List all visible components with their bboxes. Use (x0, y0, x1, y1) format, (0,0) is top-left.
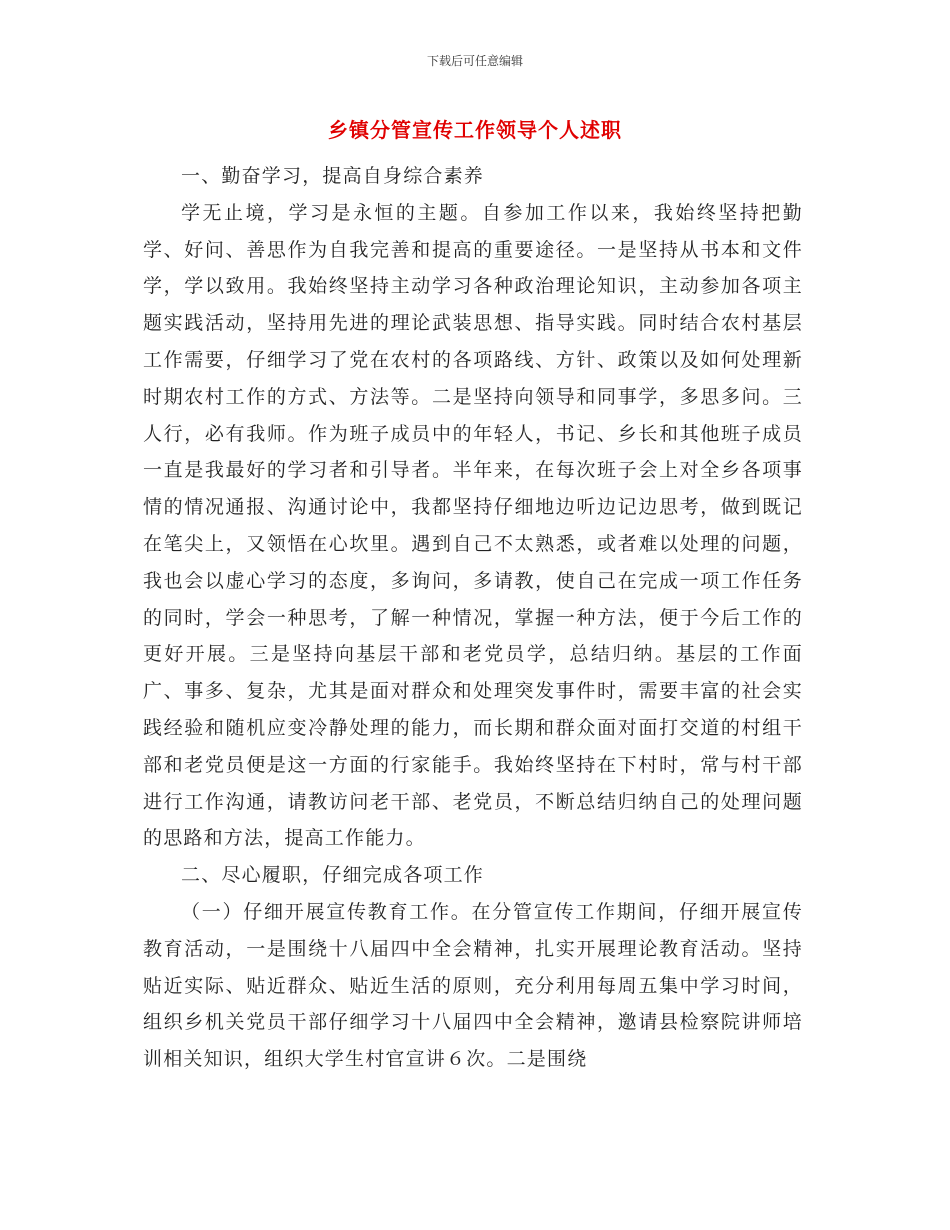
paragraph-study: 学无止境，学习是永恒的主题。自参加工作以来，我始终坚持把勤学、好问、善思作为自我完善和提高的重要途径。一是坚持从书本和文件学，学以致用。我始终坚持主动学习各种政治理论知识，主动参加各项主题实践活动，坚持用先进的理论武装思想、指导实践。同时结合农村基层工作需要，仔细学习了党在农村的各项路线、方针、政策以及如何处理新时期农村工作的方式、方法等。二是坚持向领导和同事学，多思多问。三人行，必有我师。作为班子成员中的年轻人，书记、乡长和其他班子成员一直是我最好的学习者和引导者。半年来，在每次班子会上对全乡各项事情的情况通报、沟通讨论中，我都坚持仔细地边听边记边思考，做到既记在笔尖上，又领悟在心坎里。遇到自己不太熟悉，或者难以处理的问题，我也会以虚心学习的态度，多询问，多请教，使自己在完成一项工作任务的同时，学会一种思考，了解一种情况，掌握一种方法，便于今后工作的更好开展。三是坚持向基层干部和老党员学，总结归纳。基层的工作面广、事多、复杂，尤其是面对群众和处理突发事件时，需要丰富的社会实践经验和随机应变冷静处理的能力，而长期和群众面对面打交道的村组干部和老党员便是这一方面的行家能手。我始终坚持在下村时，常与村干部进行工作沟通，请教访问老干部、老党员，不断总结归纳自己的处理问题的思路和方法，提高工作能力。 (143, 201, 803, 850)
document-body (143, 158, 803, 1078)
document-title: 乡镇分管宣传工作领导个人述职 (328, 118, 622, 142)
section-heading-1: 一、勤奋学习，提高自身综合素养 (181, 165, 485, 187)
page-header: 下载后可任意编辑 (426, 54, 523, 68)
section-heading-2: 二、尽心履职，仔细完成各项工作 (181, 864, 485, 887)
paragraph-propaganda: （一）仔细开展宣传教育工作。在分管宣传工作期间，仔细开展宣传教育活动，一是围绕十八届四中全会精神，扎实开展理论教育活动。坚持贴近实际、贴近群众、贴近生活的原则，充分利用每周五集中学习时间，组织乡机关党员干部仔细学习十八届四中全会精神，邀请县检察院讲师培训相关知识，组织大学生村官宣讲６次。二是围绕 (143, 900, 803, 1071)
